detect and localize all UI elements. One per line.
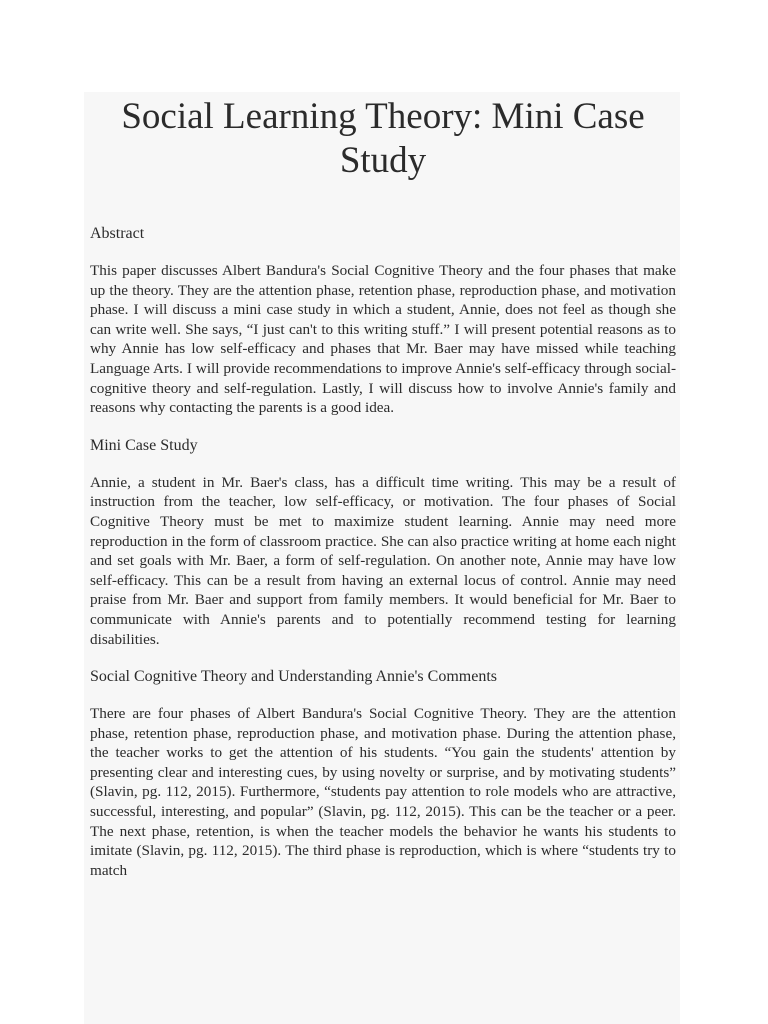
document-title: Social Learning Theory: Mini Case Study (121, 96, 645, 181)
section-text-social-cognitive-theory: There are four phases of Albert Bandura's Social Cognitive Theory. They are the attention phase, retention phase, reproduction phase, and motivation phase. During the attention phase, the teacher works to get the attention of his students. “You gain the students' attention by presenting clear and interesting cues, by using novelty or surprise, and by motivating students” (Slavin, pg. 112, 2015). Furthermore, “students pay attention to role models who are attractive, successful, interesting, and popular” (Slavin, pg. 112, 2015). This can be the teacher or a peer. The next phase, retention, is when the teacher models the behavior he wants his students to imitate (Slavin, pg. 112, 2015). The third phase is reproduction, which is where “students try to match (90, 705, 676, 879)
section-text-abstract: This paper discusses Albert Bandura's Social Cognitive Theory and the four phases that make up the theory. They are the attention phase, retention phase, reproduction phase, and motivation phase. I will discuss a mini case study in which a student, Annie, does not feel as though she can write well. She says, “I just can't to this writing stuff.” I will present potential reasons as to why Annie has low self-efficacy and phases that Mr. Baer may have missed while teaching Language Arts. I will provide recommendations to improve Annie's self-efficacy through social-cognitive theory and self-regulation. Lastly, I will discuss how to involve Annie's family and reasons why contacting the parents is a good idea. (90, 262, 676, 417)
section-text-mini-case-study: Annie, a student in Mr. Baer's class, has a difficult time writing. This may be a result of instruction from the teacher, low self-efficacy, or motivation. The four phases of Social Cognitive Theory must be met to maximize student learning. Annie may need more reproduction in the form of classroom practice. She can also practice writing at home each night and set goals with Mr. Baer, a form of self-regulation. On another note, Annie may have low self-efficacy. This can be a result from having an external locus of control. Annie may need praise from Mr. Baer and support from family members. It would beneficial for Mr. Baer to communicate with Annie's parents and to potentially recommend testing for learning disabilities. (90, 473, 676, 648)
section-heading-mini-case-study: Mini Case Study (90, 436, 198, 454)
document-content (90, 95, 676, 880)
section-heading-abstract: Abstract (90, 225, 145, 242)
section-heading-social-cognitive-theory: Social Cognitive Theory and Understanding Annie's Comments (90, 668, 497, 686)
